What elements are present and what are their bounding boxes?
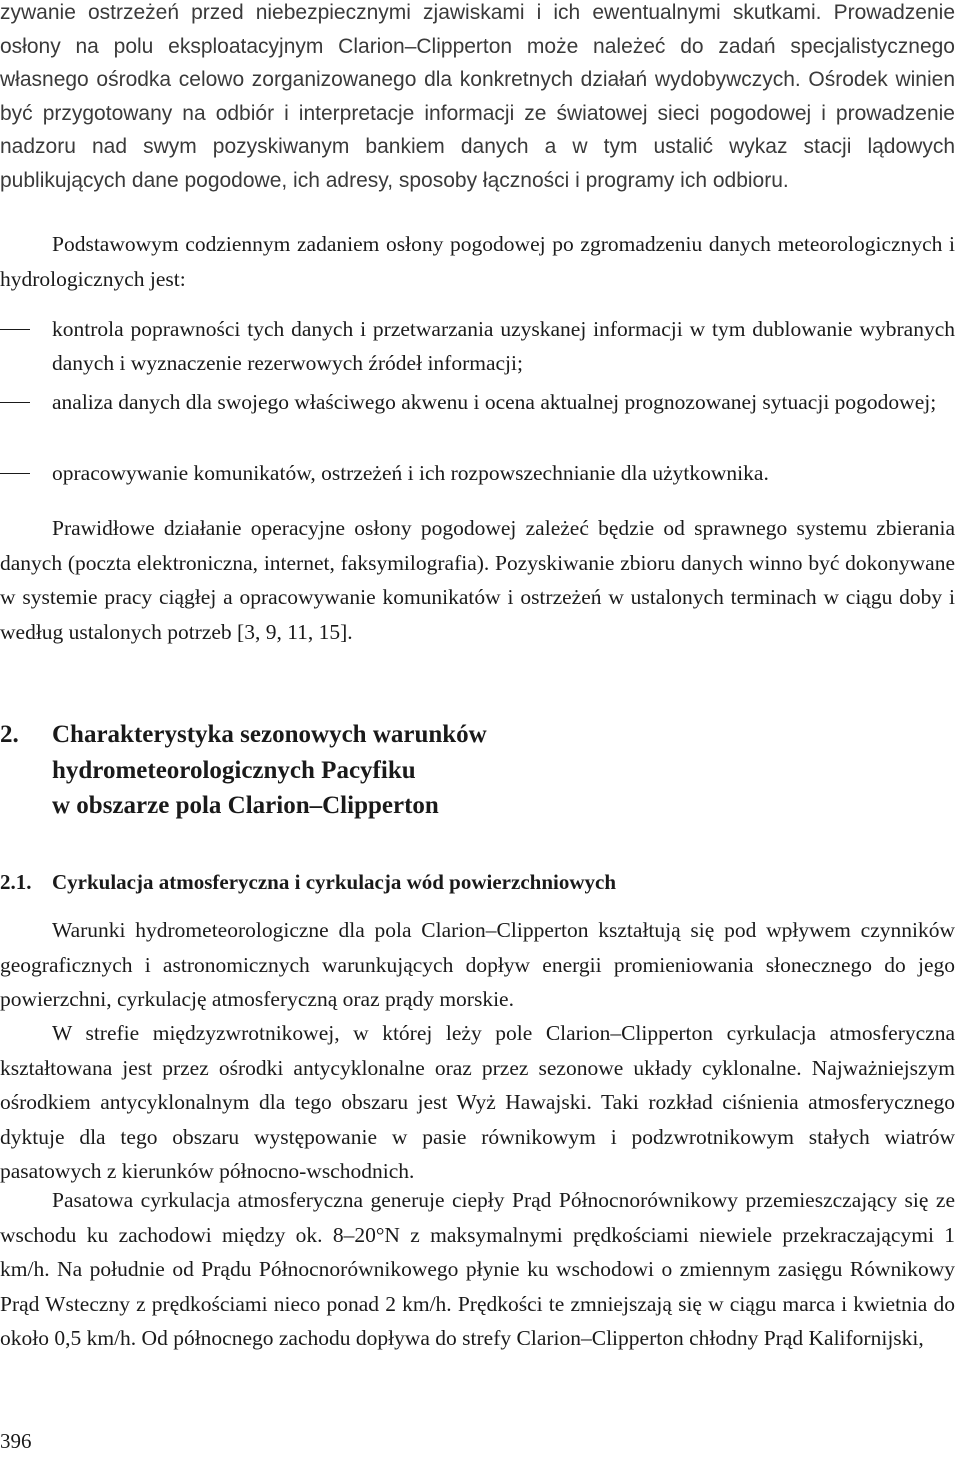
- subsection-number: 2.1.: [0, 870, 32, 894]
- body-paragraph: W strefie międzyzwrotnikowej, w której leży pole Clarion–Clipperton cyrkulacja atmosferyczna kształtowana jest przez ośrodki antycyklonalne oraz przez sezonowe układy cyklonalne. Najważniejszym ośrodkiem antycyklonalnym dla tego obszaru jest Wyż Hawajski. Taki rozkład ciśnienia atmosferycznego dyktuje dla tego obszaru występowanie w pasie równikowym i podzwrotnikowym stałych wiatrów pasatowych z kierunków północno-wschodnich.: [0, 1021, 955, 1184]
- page-number: 396: [0, 1429, 32, 1453]
- list-item-text: opracowywanie komunikatów, ostrzeżeń i ich rozpowszechnianie dla użytkownika.: [52, 461, 769, 485]
- section-title-line: hydrometeorologicznych Pacyfiku: [52, 756, 416, 784]
- section-number: 2.: [0, 721, 19, 748]
- list-item: [0, 385, 955, 419]
- tasks-paragraph: Podstawowym codziennym zadaniem osłony pogodowej po zgromadzeniu danych meteorologicznych i hydrologicznych jest:: [0, 232, 955, 291]
- section-title-line: Charakterystyka sezonowych warunków: [52, 721, 487, 748]
- subsection-title: Cyrkulacja atmosferyczna i cyrkulacja wód powierzchniowych: [52, 870, 617, 894]
- dash-bullet: [0, 473, 30, 474]
- list-item-text: analiza danych dla swojego właściwego akwenu i ocena aktualnej prognozowanej sytuacji pogodowej;: [52, 390, 937, 414]
- section-title-line: w obszarze pola Clarion–Clipperton: [52, 792, 439, 819]
- body-paragraph: Pasatowa cyrkulacja atmosferyczna generuje ciepły Prąd Północnorównikowy przemieszczający się ze wschodu ku zachodowi między ok. 8–20°N z maksymalnymi prędkościami niewiele przekraczającymi 1 km/h. Na południe od Prądu Północnorównikowego płynie ku wschodowi o zmiennym zasięgu Równikowy Prąd Wsteczny z prędkościami nieco ponad 2 km/h. Prędkości te zmniejszają się w ciągu marca i kwietnia do około 0,5 km/h. Od północnego zachodu dopływa do strefy Clarion–Clipperton chłodny Prąd Kalifornijski,: [0, 1188, 955, 1351]
- list-item: [0, 312, 955, 380]
- subsection-heading: [0, 867, 616, 897]
- section-heading: [0, 717, 487, 824]
- intro-paragraph: zywanie ostrzeżeń przed niebezpiecznymi zjawiskami i ich ewentualnymi skutkami. Prowadzenie osłony na polu eksploatacyjnym Clarion–Clipperton może należeć do zadań specjalistycznego własnego ośrodka celowo zorganizowanego dla konkretnych działań wydobywczych. Ośrodek winien być przygotowany na odbiór i interpretacje informacji ze światowej sieci pogodowej i prowadzenie nadzoru nad swym pozyskiwanym bankiem danych a w tym ustalić wykaz stacji lądowych publikujących dane pogodowe, ich adresy, sposoby łączności i programy ich odbioru.: [0, 1, 955, 192]
- dash-bullet: [0, 402, 30, 403]
- list-item-text: kontrola poprawności tych danych i przetwarzania uzyskanej informacji w tym dublowanie wybranych danych i wyznaczenie rezerwowych źródeł informacji;: [52, 317, 955, 375]
- list-item: [0, 456, 955, 490]
- body-paragraph: Warunki hydrometeorologiczne dla pola Clarion–Clipperton kształtują się pod wpływem czynników geograficznych i astronomicznych warunkujących dopływ energii promieniowania słonecznego do jego powierzchni, cyrkulację atmosferyczną oraz prądy morskie.: [0, 918, 955, 1012]
- dash-bullet: [0, 329, 30, 330]
- operations-paragraph: Prawidłowe działanie operacyjne osłony pogodowej zależeć będzie od sprawnego systemu zbierania danych (poczta elektroniczna, internet, faksymilografia). Pozyskiwanie zbioru danych winno być dokonywane w systemie pracy ciągłej a opracowywanie komunikatów i ostrzeżeń w ustalonych terminach w ciągu doby i według ustalonych potrzeb [3, 9, 11, 15].: [0, 516, 955, 644]
